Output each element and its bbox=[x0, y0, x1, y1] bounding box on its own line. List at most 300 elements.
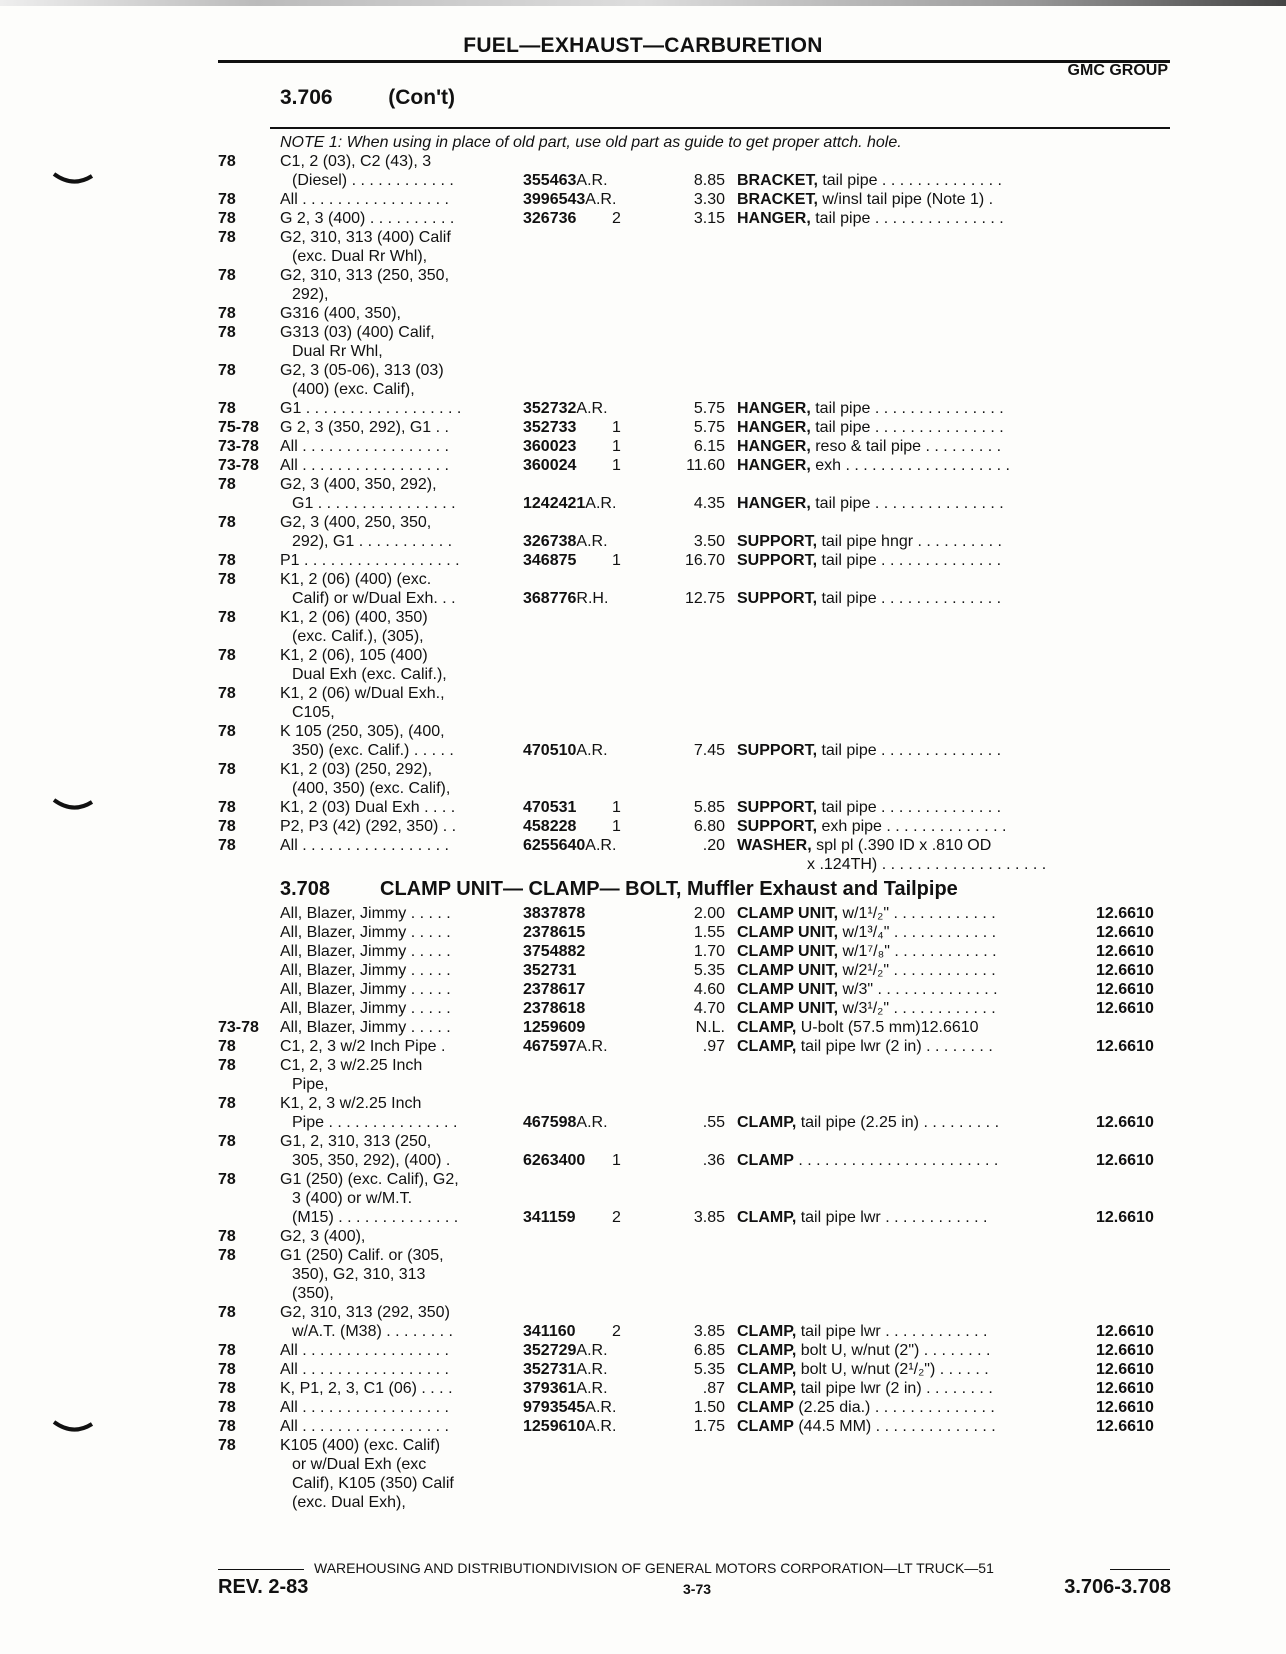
application: (400, 350) (exc. Calif), bbox=[292, 780, 451, 797]
description-head: SUPPORT, bbox=[737, 742, 818, 759]
price: 3.30 bbox=[693, 191, 725, 208]
page-title: FUEL—EXHAUST—CARBURETION bbox=[463, 34, 823, 57]
application: Dual Exh (exc. Calif.), bbox=[292, 666, 447, 683]
description bbox=[737, 836, 1055, 855]
part-number bbox=[523, 494, 616, 513]
model-year: 78 bbox=[218, 191, 236, 208]
application: G2, 310, 313 (250, 350, bbox=[280, 267, 450, 284]
part-number-value: 3996543 bbox=[523, 191, 586, 208]
description-text: tail pipe . . . . . . . . . . . . . . . bbox=[810, 400, 1004, 417]
table-row bbox=[0, 1474, 1286, 1493]
quantity: 1 bbox=[612, 457, 621, 474]
description bbox=[737, 494, 1055, 513]
description-head: CLAMP UNIT, bbox=[737, 962, 839, 979]
part-number-value: 1242421 bbox=[523, 495, 586, 512]
description-head: WASHER, bbox=[737, 837, 812, 854]
application: Calif), K105 (350) Calif bbox=[292, 1475, 454, 1492]
part-number bbox=[523, 1360, 608, 1379]
part-number bbox=[523, 980, 585, 999]
part-number-value: 352729 bbox=[523, 1342, 577, 1359]
group-number: 12.6610 bbox=[1096, 1380, 1154, 1397]
application: (400) (exc. Calif), bbox=[292, 381, 415, 398]
model-year: 78 bbox=[218, 324, 236, 341]
price: 1.50 bbox=[693, 1399, 725, 1416]
part-number bbox=[523, 817, 576, 836]
revision: REV. 2-83 bbox=[218, 1576, 309, 1598]
model-year: 78 bbox=[218, 210, 236, 227]
model-year: 78 bbox=[218, 1418, 236, 1435]
price: .97 bbox=[702, 1038, 725, 1055]
application: 305, 350, 292), (400) . bbox=[292, 1152, 451, 1169]
description bbox=[737, 817, 1055, 836]
unit-code: A.R. bbox=[585, 191, 617, 208]
model-year: 78 bbox=[218, 1057, 236, 1074]
table-row bbox=[0, 152, 1286, 171]
part-number-value: 326738 bbox=[523, 533, 577, 550]
table-row bbox=[0, 817, 1286, 836]
price: 5.75 bbox=[693, 400, 725, 417]
table-row bbox=[0, 551, 1286, 570]
application: 350) (exc. Calif.) . . . . . bbox=[292, 742, 454, 759]
description-text: spl pl (.390 ID x .810 OD bbox=[811, 837, 992, 854]
application: K1, 2 (03) (250, 292), bbox=[280, 761, 433, 778]
description bbox=[737, 980, 1055, 999]
description bbox=[737, 1398, 1055, 1417]
description-head: CLAMP bbox=[737, 1418, 794, 1435]
description bbox=[737, 1379, 1055, 1398]
part-number bbox=[523, 171, 608, 190]
table-row bbox=[0, 741, 1286, 760]
description bbox=[737, 1037, 1055, 1056]
group-number: 12.6610 bbox=[1096, 924, 1154, 941]
part-number-value: 1259609 bbox=[523, 1019, 586, 1036]
description-head: SUPPORT, bbox=[737, 533, 818, 550]
part-number bbox=[523, 798, 576, 817]
description-head: CLAMP, bbox=[737, 1342, 797, 1359]
description-text: tail pipe lwr (2 in) . . . . . . . . bbox=[796, 1380, 993, 1397]
unit-code: A.R. bbox=[576, 1038, 608, 1055]
description-head: SUPPORT, bbox=[737, 590, 818, 607]
description-text: tail pipe hngr . . . . . . . . . . bbox=[817, 533, 1002, 550]
description-text: tail pipe . . . . . . . . . . . . . . . bbox=[810, 419, 1004, 436]
model-year: 78 bbox=[218, 1399, 236, 1416]
part-number-value: 3837878 bbox=[523, 905, 586, 922]
table-row bbox=[0, 570, 1286, 589]
description-text: x .124TH) . . . . . . . . . . . . . . . . . . . bbox=[807, 856, 1047, 873]
description bbox=[737, 1151, 1055, 1170]
part-number bbox=[523, 209, 576, 228]
model-year: 78 bbox=[218, 1247, 236, 1264]
table-row bbox=[0, 437, 1286, 456]
part-number-value: 467597 bbox=[523, 1038, 577, 1055]
description bbox=[737, 532, 1055, 551]
price: 2.00 bbox=[693, 905, 725, 922]
description bbox=[737, 1360, 1055, 1379]
price: 12.75 bbox=[684, 590, 725, 607]
application: All, Blazer, Jimmy . . . . . bbox=[280, 1019, 451, 1036]
description-head: CLAMP, bbox=[737, 1380, 797, 1397]
application: Pipe, bbox=[292, 1076, 329, 1093]
description-head: CLAMP UNIT, bbox=[737, 943, 839, 960]
table-row bbox=[0, 1417, 1286, 1436]
model-year: 78 bbox=[218, 609, 236, 626]
model-year: 78 bbox=[218, 571, 236, 588]
part-number bbox=[523, 456, 576, 475]
part-number-value: 368776 bbox=[523, 590, 577, 607]
model-year: 78 bbox=[218, 1228, 236, 1245]
description-head: HANGER, bbox=[737, 400, 811, 417]
model-year: 78 bbox=[218, 837, 236, 854]
application: All, Blazer, Jimmy . . . . . bbox=[280, 981, 451, 998]
table-row bbox=[0, 627, 1286, 646]
footer-rule-left bbox=[218, 1569, 304, 1570]
part-number bbox=[523, 1341, 608, 1360]
part-number bbox=[523, 1208, 576, 1227]
application: C1, 2, 3 w/2 Inch Pipe . bbox=[280, 1038, 446, 1055]
model-year: 78 bbox=[218, 1437, 236, 1454]
parts-group-3706 bbox=[0, 152, 1286, 874]
model-year: 78 bbox=[218, 362, 236, 379]
application: K1, 2 (03) Dual Exh . . . . bbox=[280, 799, 456, 816]
part-number bbox=[523, 190, 616, 209]
group-label: GMC GROUP bbox=[1067, 62, 1168, 79]
description-head: SUPPORT, bbox=[737, 818, 818, 835]
table-row bbox=[0, 1037, 1286, 1056]
model-year: 78 bbox=[218, 1361, 236, 1378]
application: G2, 3 (400), bbox=[280, 1228, 366, 1245]
application: G1 . . . . . . . . . . . . . . . . . . bbox=[280, 400, 462, 417]
application: P1 . . . . . . . . . . . . . . . . . . bbox=[280, 552, 460, 569]
part-number bbox=[523, 1113, 608, 1132]
note-text: NOTE 1: When using in place of old part, use old part as guide to get proper attch. hole. bbox=[280, 134, 902, 151]
part-number-value: 352733 bbox=[523, 419, 577, 436]
table-row bbox=[0, 1113, 1286, 1132]
application: Calif) or w/Dual Exh. . . bbox=[292, 590, 456, 607]
description-head: CLAMP, bbox=[737, 1114, 797, 1131]
application: 292), bbox=[292, 286, 329, 303]
application: All . . . . . . . . . . . . . . . . . bbox=[280, 1418, 449, 1435]
application: K, P1, 2, 3, C1 (06) . . . . bbox=[280, 1380, 453, 1397]
price: 11.60 bbox=[686, 457, 725, 474]
part-number bbox=[523, 399, 608, 418]
application: Dual Rr Whl, bbox=[292, 343, 383, 360]
table-row bbox=[0, 456, 1286, 475]
unit-code: A.R. bbox=[576, 1342, 608, 1359]
description bbox=[737, 589, 1055, 608]
model-year: 75-78 bbox=[218, 419, 259, 436]
price: 1.75 bbox=[693, 1418, 725, 1435]
table-row bbox=[0, 266, 1286, 285]
table-row bbox=[0, 665, 1286, 684]
description-head: HANGER, bbox=[737, 457, 811, 474]
table-row bbox=[0, 1056, 1286, 1075]
model-year: 78 bbox=[218, 799, 236, 816]
application: All, Blazer, Jimmy . . . . . bbox=[280, 1000, 451, 1017]
price: 5.85 bbox=[693, 799, 725, 816]
group-number: 12.6610 bbox=[1096, 1323, 1154, 1340]
part-number bbox=[523, 437, 576, 456]
model-year: 78 bbox=[218, 267, 236, 284]
group-number: 12.6610 bbox=[1096, 962, 1154, 979]
model-year: 78 bbox=[218, 685, 236, 702]
application: (Diesel) . . . . . . . . . . . . bbox=[292, 172, 454, 189]
unit-code: A.R. bbox=[576, 1361, 608, 1378]
description-head: CLAMP bbox=[737, 1399, 794, 1416]
section-rule bbox=[270, 127, 1170, 129]
description bbox=[737, 551, 1055, 570]
model-year: 78 bbox=[218, 153, 236, 170]
application: G2, 310, 313 (400) Calif bbox=[280, 229, 451, 246]
application: C105, bbox=[292, 704, 335, 721]
table-row bbox=[0, 513, 1286, 532]
application: w/A.T. (M38) . . . . . . . . bbox=[292, 1323, 453, 1340]
table-row bbox=[0, 1436, 1286, 1455]
description-text: w/3¹/₂" . . . . . . . . . . . . bbox=[838, 1000, 996, 1017]
table-row bbox=[0, 494, 1286, 513]
application: All, Blazer, Jimmy . . . . . bbox=[280, 962, 451, 979]
application: 292), G1 . . . . . . . . . . . bbox=[292, 533, 453, 550]
description-head: HANGER, bbox=[737, 438, 811, 455]
description-text: tail pipe . . . . . . . . . . . . . . . bbox=[810, 495, 1004, 512]
unit-code: A.R. bbox=[585, 1399, 617, 1416]
price: 4.35 bbox=[693, 495, 725, 512]
application: (M15) . . . . . . . . . . . . . . bbox=[292, 1209, 459, 1226]
description bbox=[737, 999, 1055, 1018]
table-row bbox=[0, 1360, 1286, 1379]
application: K1, 2, 3 w/2.25 Inch bbox=[280, 1095, 422, 1112]
table-row bbox=[0, 190, 1286, 209]
table-row bbox=[0, 836, 1286, 855]
price: 5.75 bbox=[693, 419, 725, 436]
table-row bbox=[0, 1379, 1286, 1398]
description-head: CLAMP, bbox=[737, 1038, 797, 1055]
application: 350), G2, 310, 313 bbox=[292, 1266, 426, 1283]
table-row bbox=[0, 684, 1286, 703]
table-row bbox=[0, 589, 1286, 608]
table-row bbox=[0, 532, 1286, 551]
part-number bbox=[523, 551, 576, 570]
part-number-value: 3754882 bbox=[523, 943, 586, 960]
description bbox=[807, 855, 1055, 874]
application: C1, 2 (03), C2 (43), 3 bbox=[280, 153, 432, 170]
part-number bbox=[523, 961, 576, 980]
footer-rule-right bbox=[1110, 1569, 1170, 1570]
application: All . . . . . . . . . . . . . . . . . bbox=[280, 457, 449, 474]
application: G313 (03) (400) Calif, bbox=[280, 324, 435, 341]
description-head: CLAMP, bbox=[737, 1209, 797, 1226]
description-text: tail pipe . . . . . . . . . . . . . . bbox=[817, 799, 1002, 816]
quantity: 2 bbox=[612, 1323, 621, 1340]
model-year: 78 bbox=[218, 305, 236, 322]
table-row bbox=[0, 1303, 1286, 1322]
part-number bbox=[523, 1322, 576, 1341]
price: 4.60 bbox=[693, 981, 725, 998]
part-number-value: 379361 bbox=[523, 1380, 577, 1397]
part-number-value: 352731 bbox=[523, 962, 577, 979]
quantity: 1 bbox=[612, 799, 621, 816]
model-year: 78 bbox=[218, 761, 236, 778]
application: G1 (250) (exc. Calif), G2, bbox=[280, 1171, 459, 1188]
description-head: BRACKET, bbox=[737, 191, 818, 208]
application: K1, 2 (06) (400, 350) bbox=[280, 609, 428, 626]
table-row bbox=[0, 1455, 1286, 1474]
description-head: HANGER, bbox=[737, 210, 811, 227]
description-head: SUPPORT, bbox=[737, 799, 818, 816]
application: G2, 3 (05-06), 313 (03) bbox=[280, 362, 444, 379]
scan-edge bbox=[0, 0, 1286, 6]
part-number bbox=[523, 1018, 585, 1037]
part-number-value: 6263400 bbox=[523, 1152, 586, 1169]
description-head: CLAMP UNIT, bbox=[737, 1000, 839, 1017]
part-number-value: 1259610 bbox=[523, 1418, 586, 1435]
application: G1 . . . . . . . . . . . . . . . . bbox=[292, 495, 456, 512]
quantity: 1 bbox=[612, 438, 621, 455]
table-row bbox=[0, 342, 1286, 361]
table-row bbox=[0, 285, 1286, 304]
table-row bbox=[0, 1075, 1286, 1094]
table-row bbox=[0, 904, 1286, 923]
price: .87 bbox=[702, 1380, 725, 1397]
punch-hole-mark bbox=[52, 798, 94, 812]
description bbox=[737, 923, 1055, 942]
price: .20 bbox=[702, 837, 725, 854]
table-row bbox=[0, 171, 1286, 190]
parts-group-3708 bbox=[0, 904, 1286, 1512]
price: 5.35 bbox=[693, 962, 725, 979]
table-row bbox=[0, 1170, 1286, 1189]
part-number-value: 6255640 bbox=[523, 837, 586, 854]
model-year: 73-78 bbox=[218, 457, 259, 474]
quantity: 2 bbox=[612, 1209, 621, 1226]
price: 3.50 bbox=[693, 533, 725, 550]
section-number: 3.708 bbox=[280, 878, 331, 900]
unit-code: A.R. bbox=[585, 837, 617, 854]
group-number: 12.6610 bbox=[1096, 1000, 1154, 1017]
table-row bbox=[0, 722, 1286, 741]
part-number bbox=[523, 741, 608, 760]
part-number-value: 352732 bbox=[523, 400, 577, 417]
application: G2, 310, 313 (292, 350) bbox=[280, 1304, 450, 1321]
unit-code: A.R. bbox=[585, 495, 617, 512]
description bbox=[737, 418, 1055, 437]
group-number: 12.6610 bbox=[1096, 1038, 1154, 1055]
price: .36 bbox=[702, 1152, 725, 1169]
model-year: 78 bbox=[218, 1133, 236, 1150]
part-number bbox=[523, 999, 585, 1018]
price: 4.70 bbox=[693, 1000, 725, 1017]
section-number: 3.706 bbox=[280, 86, 333, 109]
description-head: CLAMP UNIT, bbox=[737, 905, 839, 922]
description-text: . . . . . . . . . . . . . . . . . . . . . . . bbox=[793, 1152, 999, 1169]
table-row bbox=[0, 1341, 1286, 1360]
table-row bbox=[0, 1398, 1286, 1417]
part-number bbox=[523, 1379, 608, 1398]
part-number-value: 2378615 bbox=[523, 924, 586, 941]
table-row bbox=[0, 760, 1286, 779]
description-head: HANGER, bbox=[737, 419, 811, 436]
application: All . . . . . . . . . . . . . . . . . bbox=[280, 191, 449, 208]
table-row bbox=[0, 855, 1286, 874]
punch-hole-mark bbox=[52, 1420, 94, 1434]
quantity: 1 bbox=[612, 1152, 621, 1169]
table-row bbox=[0, 1493, 1286, 1512]
description-text: w/1³/₄" . . . . . . . . . . . . bbox=[838, 924, 997, 941]
group-number: 12.6610 bbox=[1096, 1361, 1154, 1378]
application: G 2, 3 (400) . . . . . . . . . . bbox=[280, 210, 455, 227]
unit-code: R.H. bbox=[576, 590, 609, 607]
model-year: 73-78 bbox=[218, 1019, 259, 1036]
description-head: CLAMP, bbox=[737, 1361, 797, 1378]
table-row bbox=[0, 247, 1286, 266]
part-number bbox=[523, 1417, 616, 1436]
unit-code: A.R. bbox=[576, 1114, 608, 1131]
application: Pipe . . . . . . . . . . . . . . . bbox=[292, 1114, 458, 1131]
table-row bbox=[0, 361, 1286, 380]
description-text: tail pipe . . . . . . . . . . . . . . bbox=[817, 552, 1002, 569]
part-number bbox=[523, 836, 616, 855]
application: K 105 (250, 305), (400, bbox=[280, 723, 445, 740]
table-row bbox=[0, 798, 1286, 817]
unit-code: A.R. bbox=[576, 172, 608, 189]
part-number bbox=[523, 589, 608, 608]
application: All . . . . . . . . . . . . . . . . . bbox=[280, 1342, 449, 1359]
description bbox=[737, 1018, 1055, 1037]
table-row bbox=[0, 1265, 1286, 1284]
description-text: exh pipe . . . . . . . . . . . . . . bbox=[817, 818, 1007, 835]
description-text: w/2¹/₂" . . . . . . . . . . . . bbox=[838, 962, 996, 979]
application: K1, 2 (06) w/Dual Exh., bbox=[280, 685, 445, 702]
table-row bbox=[0, 1018, 1286, 1037]
table-row bbox=[0, 418, 1286, 437]
table-row bbox=[0, 1322, 1286, 1341]
description bbox=[737, 961, 1055, 980]
price: 7.45 bbox=[693, 742, 725, 759]
section-title: CLAMP UNIT— CLAMP— BOLT, Muffler Exhaust and Tailpipe bbox=[380, 878, 958, 900]
application: All . . . . . . . . . . . . . . . . . bbox=[280, 438, 449, 455]
model-year: 78 bbox=[218, 1095, 236, 1112]
section-continued: (Con't) bbox=[388, 86, 456, 109]
application: K1, 2 (06), 105 (400) bbox=[280, 647, 428, 664]
description-text: tail pipe . . . . . . . . . . . . . . bbox=[817, 172, 1002, 189]
punch-hole-mark bbox=[52, 172, 94, 186]
part-number-value: 326736 bbox=[523, 210, 577, 227]
unit-code: A.R. bbox=[576, 742, 608, 759]
model-year: 78 bbox=[218, 1171, 236, 1188]
table-row bbox=[0, 1246, 1286, 1265]
description-text: tail pipe lwr (2 in) . . . . . . . . bbox=[796, 1038, 993, 1055]
part-number-value: 360023 bbox=[523, 438, 577, 455]
application: (exc. Dual Rr Whl), bbox=[292, 248, 428, 265]
table-row bbox=[0, 304, 1286, 323]
description bbox=[737, 456, 1055, 475]
price: 3.15 bbox=[693, 210, 725, 227]
description-head: SUPPORT, bbox=[737, 552, 818, 569]
application: All . . . . . . . . . . . . . . . . . bbox=[280, 1361, 449, 1378]
application: All, Blazer, Jimmy . . . . . bbox=[280, 943, 451, 960]
part-number-value: 470531 bbox=[523, 799, 577, 816]
application: 3 (400) or w/M.T. bbox=[292, 1190, 413, 1207]
group-number: 12.6610 bbox=[1096, 943, 1154, 960]
description-text: bolt U, w/nut (2") . . . . . . . . bbox=[796, 1342, 991, 1359]
application: C1, 2, 3 w/2.25 Inch bbox=[280, 1057, 423, 1074]
description-text: (44.5 MM) . . . . . . . . . . . . . . bbox=[793, 1418, 996, 1435]
part-number bbox=[523, 1037, 608, 1056]
part-number bbox=[523, 418, 576, 437]
description-text: tail pipe lwr . . . . . . . . . . . . bbox=[796, 1209, 988, 1226]
table-row bbox=[0, 703, 1286, 722]
group-number: 12.6610 bbox=[1096, 1209, 1154, 1226]
table-row bbox=[0, 961, 1286, 980]
